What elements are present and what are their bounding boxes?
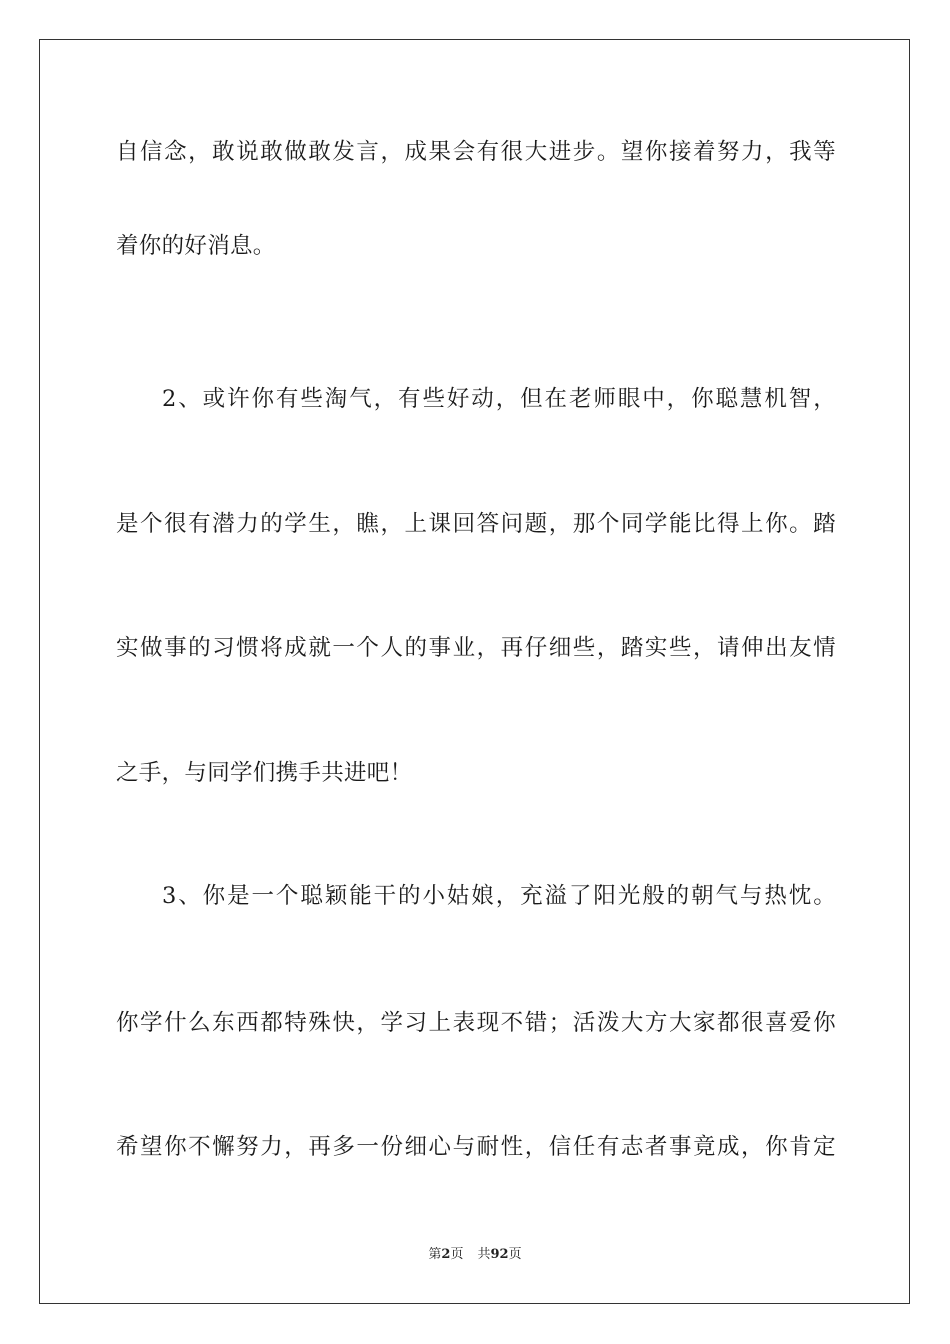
page-number: 2 [441,1247,451,1262]
paragraph-start-line: 2、或许你有些淘气，有些好动，但在老师眼中，你聪慧机智， [162,386,836,412]
total-pages: 92 [490,1247,509,1262]
total-prefix: 共 [477,1247,491,1262]
page-prefix: 第 [428,1247,442,1262]
text-line: 是个很有潜力的学生，瞧，上课回答问题，那个同学能比得上你。踏 [116,511,836,537]
text-line: 实做事的习惯将成就一个人的事业，再仔细些，踏实些，请伸出友情 [116,635,836,661]
text-line: 希望你不懈努力，再多一份细心与耐性，信任有志者事竟成，你肯定 [116,1134,836,1160]
text-line: 着你的好消息。 [116,233,276,259]
text-line: 之手，与同学们携手共进吧！ [116,760,413,786]
text-line: 自信念，敢说敢做敢发言，成果会有很大进步。望你接着努力，我等 [116,139,836,165]
page-suffix: 页 [450,1247,464,1262]
paragraph-start-line: 3、你是一个聪颖能干的小姑娘，充溢了阳光般的朝气与热忱。 [162,883,836,909]
page-footer [0,1246,950,1264]
text-line: 你学什么东西都特殊快，学习上表现不错；活泼大方大家都很喜爱你 [116,1010,836,1036]
page-border [39,39,910,1304]
total-suffix: 页 [508,1247,522,1262]
